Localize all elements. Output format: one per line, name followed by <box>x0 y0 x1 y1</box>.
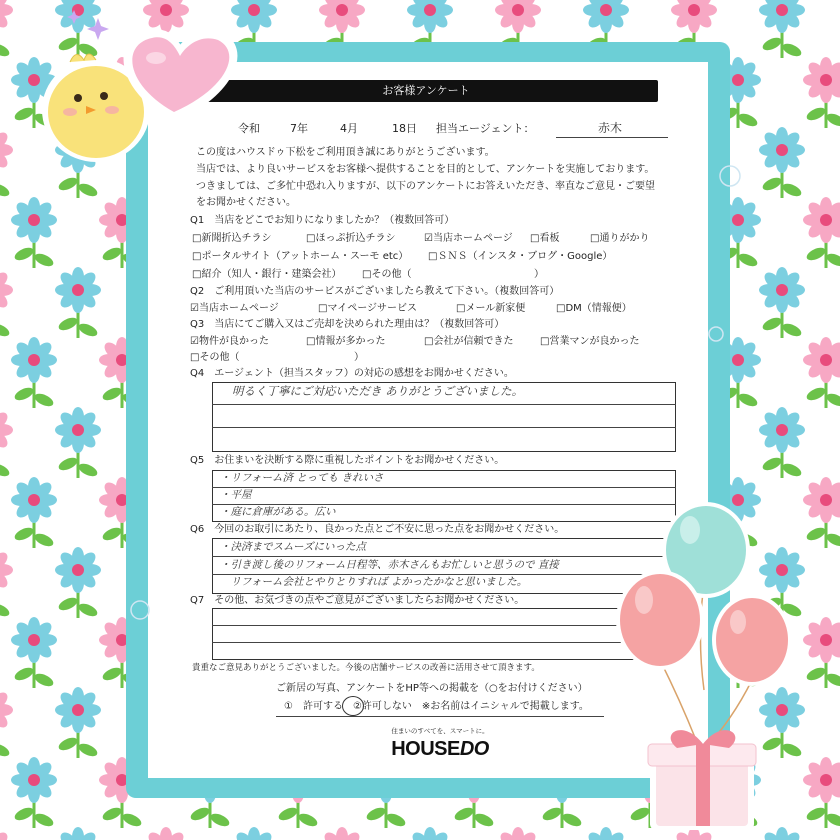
q5-answer: ・平屋 <box>220 489 252 501</box>
logo-tagline: 住まいのすべてを、スマートに。 <box>391 727 489 735</box>
q7-answer-box <box>212 608 676 660</box>
flower-icon <box>11 57 57 129</box>
flower-icon <box>11 477 57 549</box>
flower-icon <box>759 687 805 759</box>
flower-icon <box>319 827 365 840</box>
flower-icon <box>803 337 840 409</box>
q2-option[interactable]: □メール新家便 <box>456 303 526 314</box>
agent-underline <box>556 137 668 138</box>
date-year: 7年 <box>290 122 308 135</box>
date-era: 令和 <box>238 122 260 135</box>
flower-icon <box>0 407 13 479</box>
intro-line: 当店では、より良いサービスをお客様へ提供することを目的として、アンケートを実施しております。 <box>196 164 655 175</box>
q4-answer: 明るく丁寧にご対応いただき ありがとうございました。 <box>232 384 524 398</box>
housedo-logo <box>380 738 500 761</box>
q1-option-checked[interactable]: ☑当店ホームページ <box>424 233 513 244</box>
q5-rule <box>212 504 676 505</box>
agent-label: 担当エージェント： <box>436 122 535 135</box>
q3-option-close: ） <box>354 352 364 363</box>
flower-icon <box>55 407 101 479</box>
flower-icon <box>11 757 57 829</box>
flower-icon <box>803 477 840 549</box>
q1-option[interactable]: □ほっぷ折込チラシ <box>306 233 396 244</box>
publish-options: ① 許可する ②許可しない ※お名前はイニシャルで掲載します。 <box>284 701 589 712</box>
flower-icon <box>803 617 840 689</box>
flower-icon <box>0 827 13 840</box>
logo-name-a: HOUSE <box>391 738 460 760</box>
flower-icon <box>55 547 101 619</box>
q3-option-checked[interactable]: ☑物件が良かった <box>190 336 269 347</box>
q2-option[interactable]: □DM（情報便） <box>556 303 632 314</box>
q2-option-checked[interactable]: ☑当店ホームページ <box>190 303 279 314</box>
flower-icon <box>11 337 57 409</box>
q1-option[interactable]: □その他（ <box>362 269 412 280</box>
q2-option[interactable]: □マイページサービス <box>318 303 418 314</box>
flower-icon <box>759 127 805 199</box>
q6-question: Q6 今回のお取引にあたり、良かった点とご不安に思った点をお聞かせください。 <box>190 524 565 535</box>
q2-question: Q2 ご利用頂いた当店のサービスがございましたら教えて下さい。（複数回答可） <box>190 286 560 297</box>
q6-answer: ・決済までスムーズにいった点 <box>220 541 366 553</box>
q5-answer: ・リフォーム済 とっても きれいさ <box>220 472 384 484</box>
agent-name: 赤木 <box>598 121 623 135</box>
date-day: 18日 <box>392 122 417 135</box>
flower-icon <box>803 197 840 269</box>
q5-question: Q5 お住まいを決断する際に重視したポイントをお聞かせください。 <box>190 455 505 466</box>
q1-question: Q1 当店をどこでお知りになりましたか？（複数回答可） <box>190 215 455 226</box>
q6-answer: ・引き渡し後のリフォーム日程等、赤木さんもお忙しいと思うので 直接 <box>220 559 559 571</box>
q5-rule <box>212 487 676 488</box>
flower-icon <box>803 57 840 129</box>
q6-rule <box>212 556 676 557</box>
logo-name-b: DO <box>459 738 489 760</box>
q7-question: Q7 その他、お気づきの点やご意見がございましたらお聞かせください。 <box>190 595 525 606</box>
flower-icon <box>759 547 805 619</box>
q3-question: Q3 当店にてご購入又はご売却を決められた理由は？（複数回答可） <box>190 319 505 330</box>
publish-circle-mark <box>342 696 364 716</box>
flower-icon <box>759 267 805 339</box>
flower-icon <box>231 827 277 840</box>
flower-icon <box>759 827 805 840</box>
flower-icon <box>0 267 13 339</box>
intro-line: をお聞かせください。 <box>196 197 296 208</box>
flower-icon <box>759 0 805 59</box>
intro-line: この度はハウスドゥ下松をご利用頂き誠にありがとうございます。 <box>196 147 495 158</box>
date-month: 4月 <box>340 122 358 135</box>
flower-icon <box>0 127 13 199</box>
q3-option[interactable]: □会社が信頼できた <box>424 336 514 347</box>
q7-rule <box>212 625 676 626</box>
flower-icon <box>759 407 805 479</box>
flower-icon <box>55 267 101 339</box>
flower-icon <box>803 757 840 829</box>
flower-icon <box>495 827 541 840</box>
q4-question: Q4 エージェント（担当スタッフ）の対応の感想をお聞かせください。 <box>190 368 514 379</box>
q4-rule <box>212 404 676 405</box>
intro-line: つきましては、ご多忙中恐れ入りますが、以下のアンケートにお答えいただき、率直なご意見・ご要望 <box>196 181 655 192</box>
q4-rule <box>212 427 676 428</box>
flower-icon <box>11 197 57 269</box>
form-title: お客様アンケート <box>382 84 470 97</box>
q1-option[interactable]: □看板 <box>530 233 560 244</box>
q1-option[interactable]: □紹介（知人・銀行・建築会社） <box>192 269 342 280</box>
q1-option[interactable]: □通りがかり <box>590 233 650 244</box>
flower-icon <box>11 617 57 689</box>
q1-option[interactable]: □ポータルサイト（アットホーム・スーモ etc） <box>192 251 409 262</box>
q1-option[interactable]: □ＳＮＳ（インスタ・ブログ・Google） <box>428 251 613 262</box>
q7-rule <box>212 642 676 643</box>
q3-option[interactable]: □営業マンが良かった <box>540 336 640 347</box>
flower-icon <box>55 687 101 759</box>
q1-option[interactable]: □新聞折込チラシ <box>192 233 272 244</box>
thanks-note: 貴重なご意見ありがとうございました。今後の店舗サービスの改善に活用させて頂きます。 <box>192 663 540 673</box>
flower-icon <box>583 827 629 840</box>
q3-option[interactable]: □その他（ <box>190 352 240 363</box>
flower-icon <box>143 827 189 840</box>
q3-option[interactable]: □情報が多かった <box>306 336 386 347</box>
flower-icon <box>671 827 717 840</box>
flower-icon <box>0 687 13 759</box>
flower-icon <box>407 827 453 840</box>
publish-question: ご新居の写真、アンケートをHP等への掲載を（○をお付けください） <box>276 683 588 694</box>
publish-underline <box>276 716 604 717</box>
flower-icon <box>55 127 101 199</box>
flower-icon <box>0 0 13 59</box>
q6-rule <box>212 574 676 575</box>
flower-icon <box>55 827 101 840</box>
flower-icon <box>0 547 13 619</box>
q1-option-close: ） <box>534 269 544 280</box>
q6-answer: リフォーム会社とやりとりすれば よかったかなと思いました。 <box>220 576 528 588</box>
flower-icon <box>55 0 101 59</box>
q5-answer: ・庭に倉庫がある。広い <box>220 506 336 518</box>
